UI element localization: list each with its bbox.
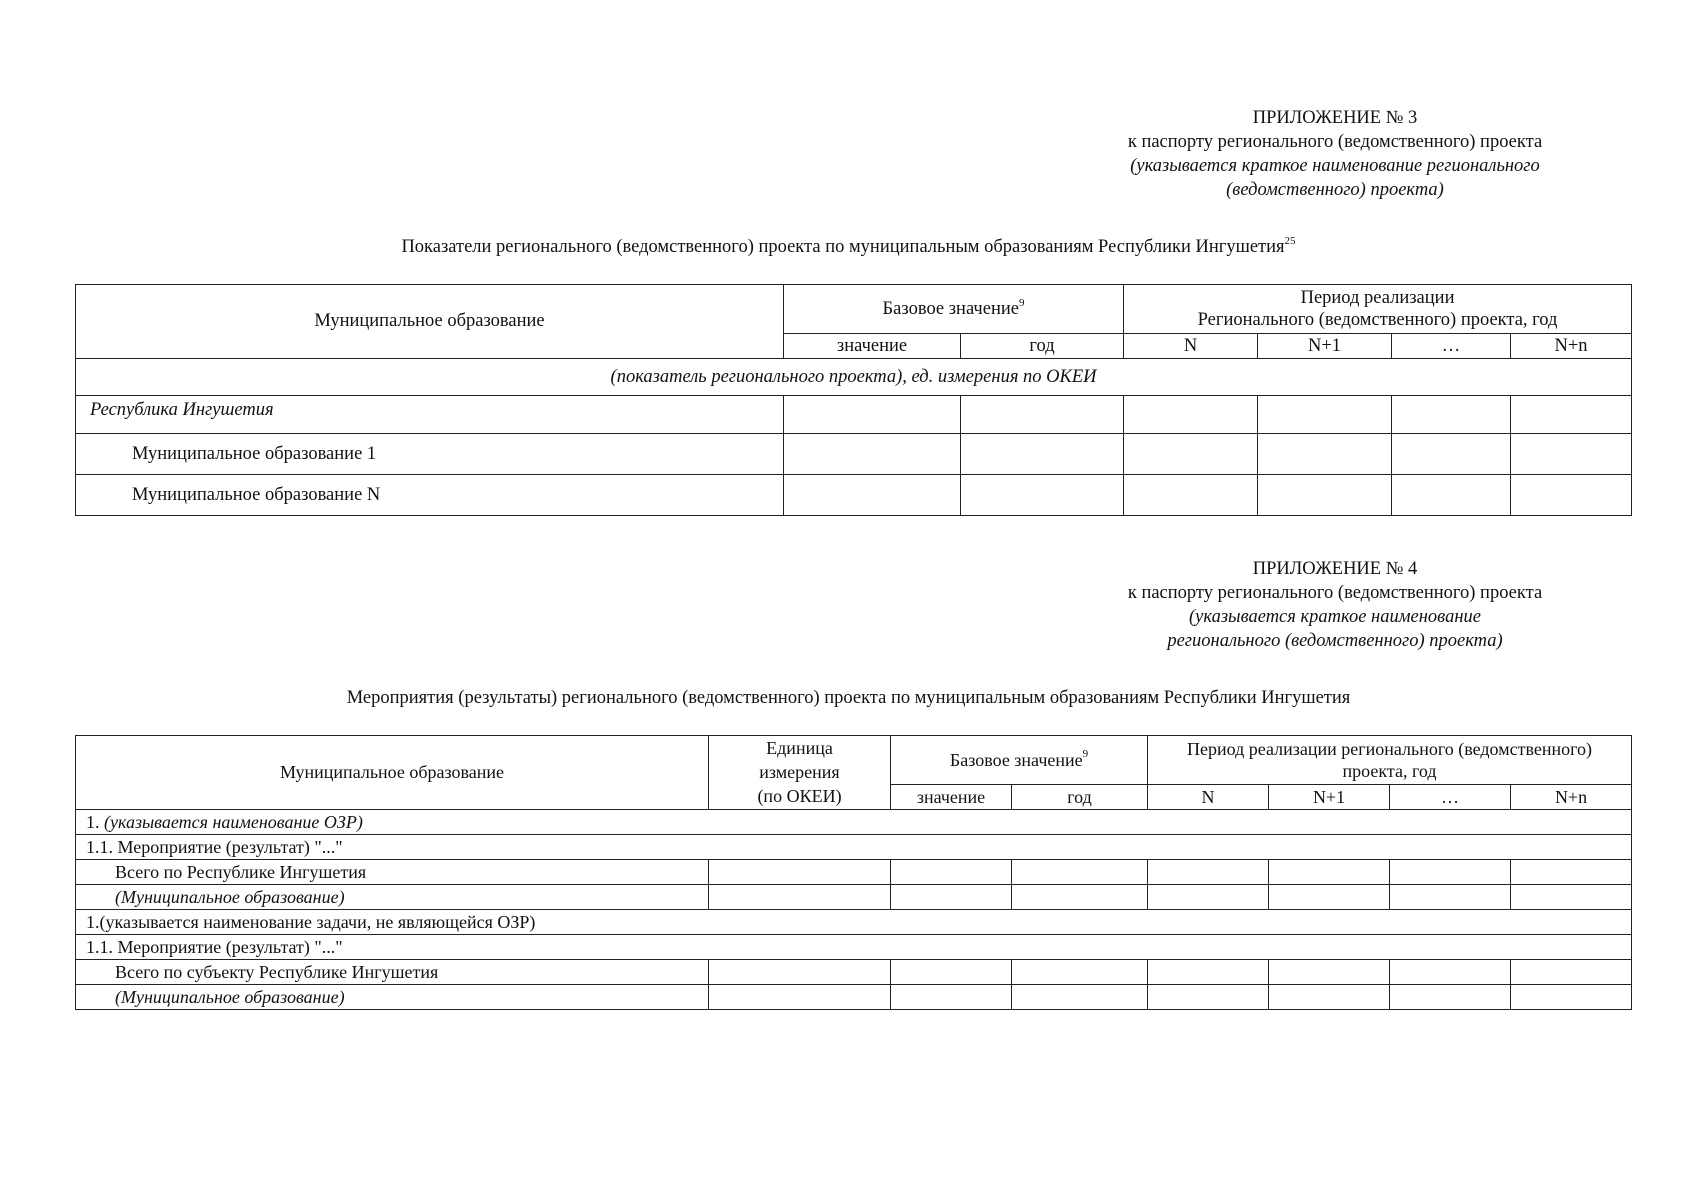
appendix4-header xyxy=(1100,557,1570,653)
cell[interactable] xyxy=(1511,960,1632,985)
period-n1-header: N+1 xyxy=(1269,785,1390,810)
appendix4-subtitle: к паспорту регионального (ведомственного) проекта xyxy=(1127,583,1543,603)
table-row xyxy=(76,960,1632,985)
appendix3-header xyxy=(1100,106,1570,202)
table-row xyxy=(76,985,1632,1010)
row-ozr: 1. (указывается наименование ОЗР) xyxy=(76,810,1632,835)
cell[interactable] xyxy=(1511,860,1632,885)
cell[interactable] xyxy=(1148,985,1269,1010)
col-municipality-header: Муниципальное образование xyxy=(76,736,709,810)
cell[interactable] xyxy=(709,860,891,885)
cell[interactable] xyxy=(1390,985,1511,1010)
cell[interactable] xyxy=(1392,434,1511,475)
cell[interactable] xyxy=(1124,475,1258,516)
col-period-header: Период реализации регионального (ведомственного) проекта, год xyxy=(1148,736,1632,785)
appendix4-number: ПРИЛОЖЕНИЕ № 4 xyxy=(1252,559,1418,579)
cell[interactable] xyxy=(1258,475,1392,516)
cell[interactable] xyxy=(1390,885,1511,910)
sub-year-header: год xyxy=(961,334,1124,359)
appendix3-title-text: Показатели регионального (ведомственного) проекта по муниципальным образованиям Республики Ингушетия xyxy=(401,237,1285,257)
col-municipality-header: Муниципальное образование xyxy=(76,285,784,359)
appendix3-table xyxy=(75,284,1632,516)
cell[interactable] xyxy=(961,434,1124,475)
cell[interactable] xyxy=(1012,860,1148,885)
cell[interactable] xyxy=(1390,860,1511,885)
table-row xyxy=(76,860,1632,885)
cell[interactable] xyxy=(784,475,961,516)
period-ellipsis-header: … xyxy=(1392,334,1511,359)
period-nn-header: N+n xyxy=(1511,334,1632,359)
appendix3-number: ПРИЛОЖЕНИЕ № 3 xyxy=(1252,108,1418,128)
cell[interactable] xyxy=(961,396,1124,434)
cell[interactable] xyxy=(891,985,1012,1010)
cell[interactable] xyxy=(1148,885,1269,910)
period-nn-header: N+n xyxy=(1511,785,1632,810)
cell[interactable] xyxy=(1258,434,1392,475)
indicator-row: (показатель регионального проекта), ед. измерения по ОКЕИ xyxy=(76,359,1632,396)
cell[interactable] xyxy=(784,396,961,434)
appendix4-title xyxy=(0,688,1697,709)
cell[interactable] xyxy=(1148,860,1269,885)
cell[interactable] xyxy=(1124,396,1258,434)
sub-year-header: год xyxy=(1012,785,1148,810)
period-ellipsis-header: … xyxy=(1390,785,1511,810)
sub-value-header: значение xyxy=(891,785,1012,810)
row-municipality-2: (Муниципальное образование) xyxy=(76,985,709,1010)
col-base-header: Базовое значение$^9$ xyxy=(891,736,1148,785)
table-row xyxy=(76,475,1632,516)
cell[interactable] xyxy=(1392,396,1511,434)
cell[interactable] xyxy=(891,860,1012,885)
cell[interactable] xyxy=(1258,396,1392,434)
appendix4-table xyxy=(75,735,1632,1010)
cell[interactable] xyxy=(1012,960,1148,985)
period-n1-header: N+1 xyxy=(1258,334,1392,359)
cell[interactable] xyxy=(1269,860,1390,885)
table-row xyxy=(76,885,1632,910)
appendix3-title-footnote: 25 xyxy=(1284,235,1296,247)
cell[interactable] xyxy=(1392,475,1511,516)
cell[interactable] xyxy=(1269,885,1390,910)
row-region: Республика Ингушетия xyxy=(76,396,784,434)
cell[interactable] xyxy=(961,475,1124,516)
cell[interactable] xyxy=(709,960,891,985)
col-period-header: Период реализации Регионального (ведомственного) проекта, год xyxy=(1124,285,1632,334)
col-unit-header: Единица измерения (по ОКЕИ) xyxy=(709,736,891,810)
cell[interactable] xyxy=(1511,475,1632,516)
row-total-2: Всего по субъекту Республике Ингушетия xyxy=(76,960,709,985)
appendix3-note-line2: (ведомственного) проекта) xyxy=(1226,180,1444,200)
appendix4-title-text: Мероприятия (результаты) регионального (ведомственного) проекта по муниципальным образованиям Республики Ингушетия xyxy=(346,688,1351,708)
appendix3-note-line1: (указывается краткое наименование регионального xyxy=(1130,156,1540,176)
cell[interactable] xyxy=(784,434,961,475)
appendix4-note-line2: регионального (ведомственного) проекта) xyxy=(1167,631,1503,651)
sub-value-header: значение xyxy=(784,334,961,359)
cell[interactable] xyxy=(709,885,891,910)
table-row xyxy=(76,434,1632,475)
cell[interactable] xyxy=(1511,434,1632,475)
table-row xyxy=(76,396,1632,434)
cell[interactable] xyxy=(1269,960,1390,985)
cell[interactable] xyxy=(1511,885,1632,910)
period-n-header: N xyxy=(1148,785,1269,810)
row-municipality-1: (Муниципальное образование) xyxy=(76,885,709,910)
cell[interactable] xyxy=(1124,434,1258,475)
row-task: 1.(указывается наименование задачи, не являющейся ОЗР) xyxy=(76,910,1632,935)
cell[interactable] xyxy=(891,960,1012,985)
row-event-1: 1.1. Мероприятие (результат) "..." xyxy=(76,835,1632,860)
cell[interactable] xyxy=(1269,985,1390,1010)
row-event-2: 1.1. Мероприятие (результат) "..." xyxy=(76,935,1632,960)
col-base-header: Базовое значение$^9$ xyxy=(784,285,1124,334)
cell[interactable] xyxy=(1511,396,1632,434)
appendix3-subtitle: к паспорту регионального (ведомственного) проекта xyxy=(1127,132,1543,152)
row-total-1: Всего по Республике Ингушетия xyxy=(76,860,709,885)
cell[interactable] xyxy=(1511,985,1632,1010)
cell[interactable] xyxy=(1012,885,1148,910)
appendix3-title xyxy=(0,237,1697,258)
cell[interactable] xyxy=(891,885,1012,910)
period-n-header: N xyxy=(1124,334,1258,359)
cell[interactable] xyxy=(1012,985,1148,1010)
row-municipality-1: Муниципальное образование 1 xyxy=(76,434,784,475)
cell[interactable] xyxy=(709,985,891,1010)
appendix4-note-line1: (указывается краткое наименование xyxy=(1189,607,1481,627)
cell[interactable] xyxy=(1148,960,1269,985)
row-municipality-n: Муниципальное образование N xyxy=(76,475,784,516)
cell[interactable] xyxy=(1390,960,1511,985)
